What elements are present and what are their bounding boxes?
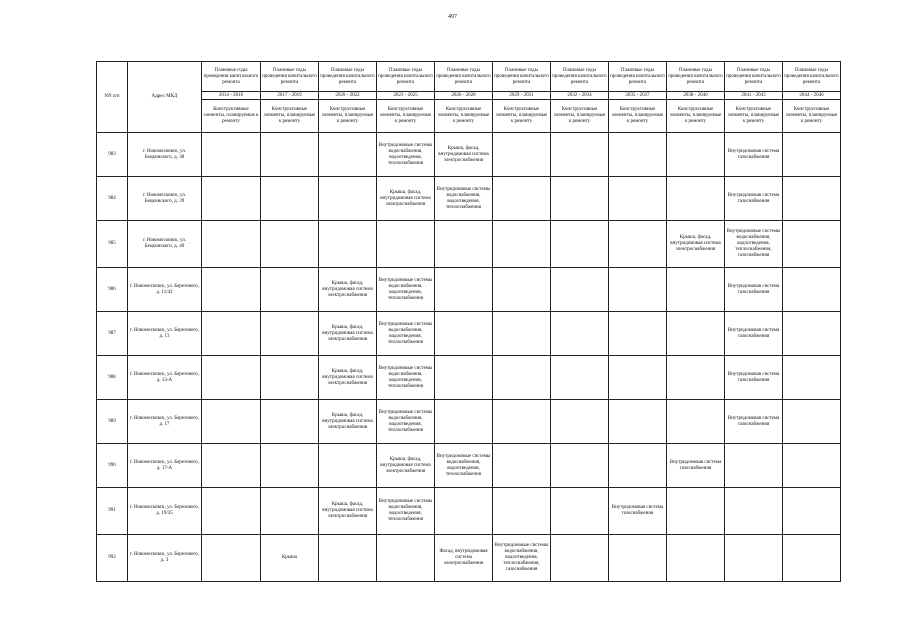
row-address: г. Новомосковск, ул. Березового, д. 17 — [128, 400, 202, 444]
work-cell — [609, 177, 667, 221]
work-cell — [725, 535, 783, 582]
work-cell: Внутридомовые системы водоснабжения, водоотведения, теплоснабжения — [377, 268, 435, 312]
work-cell: Внутридомовая система газоснабжения — [725, 133, 783, 177]
work-cell — [261, 177, 319, 221]
row-number: 983 — [97, 133, 128, 177]
row-number: 987 — [97, 312, 128, 356]
work-cell — [667, 312, 725, 356]
work-cell — [261, 488, 319, 535]
work-cell — [725, 444, 783, 488]
table-row — [97, 356, 841, 400]
work-cell — [377, 535, 435, 582]
row-address: г. Новомосковск, ул. Березового, д. 11/42 — [128, 268, 202, 312]
work-cell: Внутридомовые системы водоснабжения, водоотведения, теплоснабжения — [435, 177, 493, 221]
work-cell: Крыша, фасад, внутридомовая система электроснабжения — [319, 312, 377, 356]
row-address: г. Новомосковск, ул. Бецкинского, д. 38 — [128, 133, 202, 177]
work-cell — [493, 177, 551, 221]
work-cell: Крыша, фасад, внутридомовая система электроснабжения — [319, 356, 377, 400]
work-cell — [202, 356, 261, 400]
header-period-label: Плановые годы проведения капитального ремонта — [319, 62, 377, 92]
work-cell — [319, 444, 377, 488]
header-work-label: Конструктивные элементы, планируемые к ремонту — [551, 100, 609, 133]
work-cell — [551, 356, 609, 400]
work-cell: Внутридомовые системы водоснабжения, водоотведения, теплоснабжения, газоснабжения — [725, 221, 783, 268]
header-work-label: Конструктивные элементы, планируемые к ремонту — [609, 100, 667, 133]
header-period-label: Плановые годы проведения капитального ремонта — [435, 62, 493, 92]
header-work-label: Конструктивные элементы, планируемые к ремонту — [202, 100, 261, 133]
work-cell: Крыша, фасад, внутридомовая система электроснабжения — [377, 177, 435, 221]
header-work-label: Конструктивные элементы, планируемые к ремонту — [725, 100, 783, 133]
header-period-years: 2035 - 2037 — [609, 92, 667, 100]
work-cell: Внутридомовые системы водоснабжения, водоотведения, теплоснабжения — [377, 312, 435, 356]
header-period-label: Плановые годы проведения капитального ремонта — [667, 62, 725, 92]
header-period-years: 2032 - 2034 — [551, 92, 609, 100]
work-cell — [551, 177, 609, 221]
work-cell — [435, 400, 493, 444]
work-cell — [609, 268, 667, 312]
work-cell — [609, 312, 667, 356]
work-cell — [377, 221, 435, 268]
row-number: 991 — [97, 488, 128, 535]
work-cell — [551, 535, 609, 582]
row-number: 988 — [97, 356, 128, 400]
header-work-label: Конструктивные элементы, планируемые к ремонту — [493, 100, 551, 133]
work-cell: Внутридомовые системы водоснабжения, водоотведения, теплоснабжения, газоснабжения — [493, 535, 551, 582]
work-cell: Внутридомовые системы водоснабжения, водоотведения, теплоснабжения — [377, 133, 435, 177]
work-cell — [493, 400, 551, 444]
table-row — [97, 400, 841, 444]
work-cell — [783, 444, 841, 488]
table-row — [97, 488, 841, 535]
table-row — [97, 444, 841, 488]
work-cell — [783, 221, 841, 268]
header-work-label: Конструктивные элементы, планируемые к ремонту — [783, 100, 841, 133]
work-cell — [261, 268, 319, 312]
work-cell — [202, 400, 261, 444]
work-cell — [493, 356, 551, 400]
row-address: г. Новомосковск, ул. Березового, д. 19/35 — [128, 488, 202, 535]
work-cell — [435, 488, 493, 535]
work-cell — [551, 400, 609, 444]
header-period-years: 2017 - 2019 — [261, 92, 319, 100]
work-cell — [609, 356, 667, 400]
work-cell: Внутридомовые системы водоснабжения, водоотведения, теплоснабжения — [435, 444, 493, 488]
work-cell — [202, 488, 261, 535]
work-cell — [551, 444, 609, 488]
row-number: 990 — [97, 444, 128, 488]
work-cell — [202, 535, 261, 582]
work-cell — [202, 177, 261, 221]
work-cell — [493, 268, 551, 312]
header-num: NN п/п — [97, 62, 128, 133]
row-number: 985 — [97, 221, 128, 268]
work-cell — [202, 312, 261, 356]
row-address: г. Новомосковск, ул. Бецкинского, д. 39 — [128, 177, 202, 221]
work-cell — [261, 444, 319, 488]
header-period-years: 2029 - 2031 — [493, 92, 551, 100]
work-cell — [551, 268, 609, 312]
work-cell: Фасад, внутридомовая система электроснабжения — [435, 535, 493, 582]
work-cell: Крыша, фасад, внутридомовая система электроснабжения — [319, 268, 377, 312]
header-period-label: Плановые годы проведения капитального ремонта — [377, 62, 435, 92]
work-cell — [319, 535, 377, 582]
work-cell — [493, 221, 551, 268]
work-cell — [261, 356, 319, 400]
row-address: г. Новомосковск, ул. Березового, д. 13-А — [128, 356, 202, 400]
header-period-label: Плановые годы проведения капитального ремонта — [725, 62, 783, 92]
header-period-years: 2026 - 2028 — [435, 92, 493, 100]
work-cell — [493, 133, 551, 177]
work-cell — [551, 312, 609, 356]
work-cell: Внутридомовая система газоснабжения — [725, 177, 783, 221]
work-cell — [667, 356, 725, 400]
header-work-label: Конструктивные элементы, планируемые к ремонту — [377, 100, 435, 133]
work-cell — [435, 268, 493, 312]
work-cell — [261, 312, 319, 356]
row-number: 992 — [97, 535, 128, 582]
work-cell — [783, 133, 841, 177]
header-period-label: Плановые годы проведения капитального ремонта — [783, 62, 841, 92]
work-cell: Внутридомовая система газоснабжения — [667, 444, 725, 488]
work-cell — [783, 400, 841, 444]
table-row — [97, 312, 841, 356]
work-cell — [319, 221, 377, 268]
work-cell — [609, 400, 667, 444]
table-row — [97, 177, 841, 221]
header-work-label: Конструктивные элементы, планируемые к ремонту — [261, 100, 319, 133]
header-period-label: Плановые годы проведения капитального ремонта — [202, 62, 261, 92]
row-address: г. Новомосковск, ул. Березового, д. 17-А — [128, 444, 202, 488]
header-period-label: Плановые годы проведения капитального ремонта — [609, 62, 667, 92]
work-cell: Крыша, фасад, внутридомовая система электроснабжения — [319, 488, 377, 535]
row-number: 989 — [97, 400, 128, 444]
work-cell — [783, 488, 841, 535]
work-cell: Внутридомовая система газоснабжения — [725, 356, 783, 400]
header-period-years: 2014 - 2016 — [202, 92, 261, 100]
work-cell — [435, 312, 493, 356]
work-cell — [667, 177, 725, 221]
work-cell — [609, 221, 667, 268]
work-cell: Крыша, фасад, внутридомовая система электроснабжения — [319, 400, 377, 444]
work-cell: Внутридомовая система газоснабжения — [609, 488, 667, 535]
work-cell — [667, 133, 725, 177]
work-cell: Внутридомовые системы водоснабжения, водоотведения, теплоснабжения — [377, 488, 435, 535]
work-cell — [783, 535, 841, 582]
header-period-years: 2041 - 2043 — [725, 92, 783, 100]
header-period-label: Плановые годы проведения капитального ремонта — [493, 62, 551, 92]
work-cell — [319, 177, 377, 221]
work-cell — [261, 221, 319, 268]
work-cell — [783, 177, 841, 221]
row-address: г. Новомосковск, ул. Березового, д. 3 — [128, 535, 202, 582]
header-work-label: Конструктивные элементы, планируемые к ремонту — [319, 100, 377, 133]
work-cell — [609, 444, 667, 488]
header-work-label: Конструктивные элементы, планируемые к ремонту — [667, 100, 725, 133]
work-cell: Внутридомовые системы водоснабжения, водоотведения, теплоснабжения — [377, 400, 435, 444]
work-cell — [609, 133, 667, 177]
work-cell: Внутридомовая система газоснабжения — [725, 312, 783, 356]
table-row — [97, 268, 841, 312]
work-cell: Крыша, фасад, внутридомовая система электроснабжения — [377, 444, 435, 488]
work-cell — [493, 444, 551, 488]
work-cell — [493, 488, 551, 535]
work-cell — [783, 356, 841, 400]
work-cell — [435, 221, 493, 268]
work-cell — [725, 488, 783, 535]
header-period-label: Плановые годы проведения капитального ремонта — [261, 62, 319, 92]
table-row — [97, 221, 841, 268]
table-row — [97, 133, 841, 177]
row-address: г. Новомосковск, ул. Бецкинского, д. 40 — [128, 221, 202, 268]
header-period-years: 2020 - 2022 — [319, 92, 377, 100]
header-period-years: 2023 - 2025 — [377, 92, 435, 100]
work-cell — [667, 535, 725, 582]
work-cell — [261, 133, 319, 177]
work-cell — [667, 268, 725, 312]
header-period-label: Плановые годы проведения капитального ремонта — [551, 62, 609, 92]
work-cell — [435, 356, 493, 400]
work-cell — [609, 535, 667, 582]
work-cell — [667, 488, 725, 535]
header-period-years: 2044 - 2046 — [783, 92, 841, 100]
row-number: 984 — [97, 177, 128, 221]
capital-repair-table — [96, 61, 841, 582]
work-cell — [319, 133, 377, 177]
work-cell: Крыша, фасад, внутридомовая система электроснабжения — [667, 221, 725, 268]
work-cell — [667, 400, 725, 444]
work-cell: Внутридомовая система газоснабжения — [725, 268, 783, 312]
work-cell — [551, 221, 609, 268]
header-address: Адрес МКД — [128, 62, 202, 133]
work-cell — [202, 444, 261, 488]
work-cell — [202, 133, 261, 177]
work-cell — [783, 312, 841, 356]
work-cell — [202, 221, 261, 268]
work-cell — [783, 268, 841, 312]
header-period-years: 2038 - 2040 — [667, 92, 725, 100]
table-row — [97, 535, 841, 582]
work-cell — [551, 488, 609, 535]
page-number: 497 — [448, 14, 457, 20]
work-cell — [493, 312, 551, 356]
work-cell — [202, 268, 261, 312]
work-cell: Внутридомовые системы водоснабжения, водоотведения, теплоснабжения — [377, 356, 435, 400]
row-address: г. Новомосковск, ул. Березового, д. 13 — [128, 312, 202, 356]
work-cell — [261, 400, 319, 444]
work-cell — [551, 133, 609, 177]
header-work-label: Конструктивные элементы, планируемые к ремонту — [435, 100, 493, 133]
work-cell: Внутридомовая система газоснабжения — [725, 400, 783, 444]
work-cell: Крыша, фасад, внутридомовая система электроснабжения — [435, 133, 493, 177]
row-number: 986 — [97, 268, 128, 312]
work-cell: Крыша — [261, 535, 319, 582]
